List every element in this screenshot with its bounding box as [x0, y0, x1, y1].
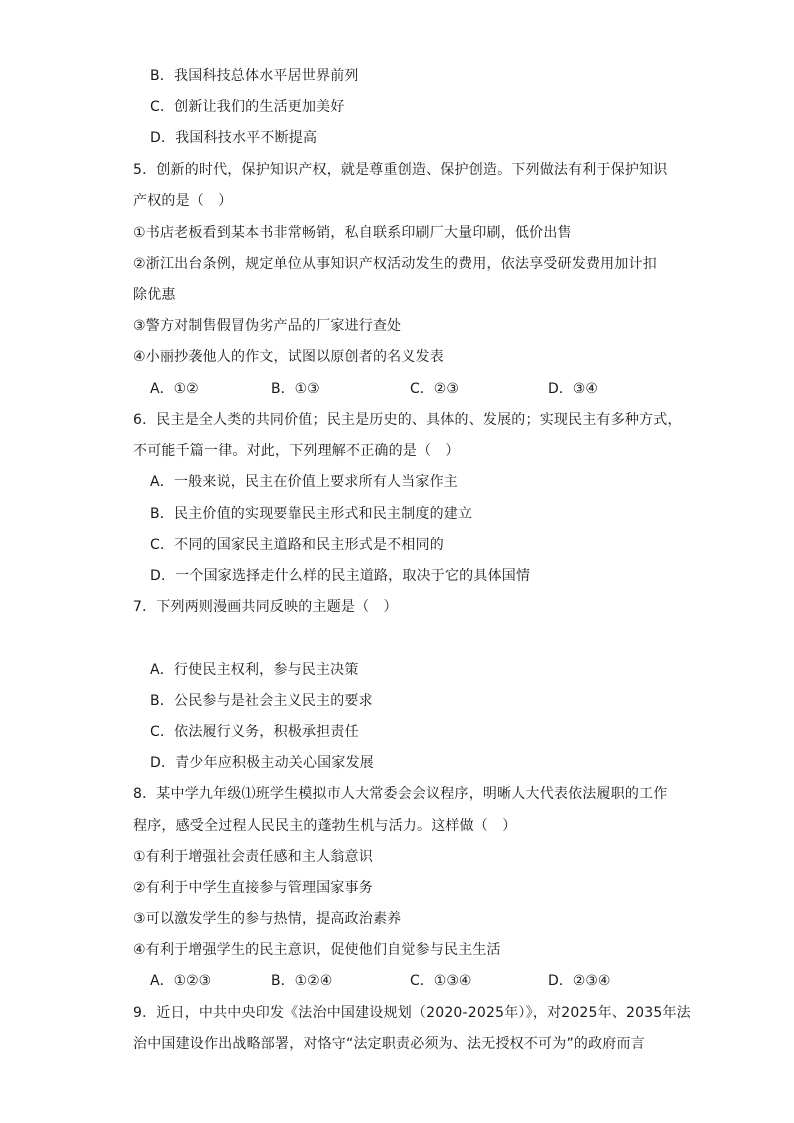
- q5-stem-line-1: 5．创新的时代，保护知识产权，就是尊重创造、保护创造。下列做法有利于保护知识: [133, 162, 668, 178]
- q8-option-a: A．①②③: [150, 973, 212, 989]
- q6-option-a: A．一般来说，民主在价值上要求所有人当家作主: [150, 474, 458, 490]
- q8-statement-4: ④有利于增强学生的民主意识，促使他们自觉参与民主生活: [133, 942, 501, 958]
- q8-statement-3: ③可以激发学生的参与热情，提高政治素养: [133, 911, 402, 927]
- q4-option-b: B．我国科技总体水平居世界前列: [150, 68, 359, 84]
- q5-statement-3: ③警方对制售假冒伪劣产品的厂家进行查处: [133, 318, 402, 334]
- q7-option-d: D．青少年应积极主动关心国家发展: [150, 755, 374, 771]
- q5-option-a: A．①②: [150, 381, 199, 397]
- q8-option-d: D．②③④: [548, 973, 611, 989]
- q6-option-b: B．民主价值的实现要靠民主形式和民主制度的建立: [150, 506, 473, 522]
- q8-stem-line-2: 程序，感受全过程人民民主的蓬勃生机与活力。这样做（ ）: [133, 818, 517, 834]
- q4-option-c: C．创新让我们的生活更加美好: [150, 99, 345, 115]
- q5-option-c: C．②③: [410, 381, 459, 397]
- q5-statement-2-line-2: 除优惠: [133, 287, 176, 303]
- q7-option-a: A．行使民主权利，参与民主决策: [150, 662, 359, 678]
- q9-stem-line-1: 9．近日，中共中央印发《法治中国建设规划（2020-2025年）》，对2025年、2035年法: [133, 1005, 691, 1021]
- q7-stem: 7．下列两则漫画共同反映的主题是（ ）: [133, 599, 398, 615]
- q6-option-d: D．一个国家选择走什么样的民主道路，取决于它的具体国情: [150, 568, 531, 584]
- q8-option-b: B．①②④: [271, 973, 333, 989]
- q6-stem-line-1: 6．民主是全人类的共同价值；民主是历史的、具体的、发展的；实现民主有多种方式，: [133, 412, 682, 428]
- q7-option-b: B．公民参与是社会主义民主的要求: [150, 693, 373, 709]
- q8-stem-line-1: 8．某中学九年级⑴班学生模拟市人大常委会会议程序，明晰人大代表依法履职的工作: [133, 786, 668, 802]
- q6-stem-line-2: 不可能千篇一律。对此，下列理解不正确的是（ ）: [133, 443, 460, 459]
- q4-option-d: D．我国科技水平不断提高: [150, 130, 318, 146]
- q5-stem-line-2: 产权的是（ ）: [133, 193, 233, 209]
- q8-option-c: C．①③④: [410, 973, 472, 989]
- q9-stem-line-2: 治中国建设作出战略部署，对恪守“法定职责必须为、法无授权不可为”的政府而言: [133, 1036, 645, 1052]
- q8-statement-2: ②有利于中学生直接参与管理国家事务: [133, 880, 373, 896]
- q5-statement-2-line-1: ②浙江出台条例，规定单位从事知识产权活动发生的费用，依法享受研发费用加计扣: [133, 256, 657, 272]
- q7-option-c: C．依法履行义务，积极承担责任: [150, 724, 359, 740]
- q5-statement-1: ①书店老板看到某本书非常畅销，私自联系印刷厂大量印刷，低价出售: [133, 225, 572, 241]
- q5-option-d: D．③④: [548, 381, 598, 397]
- q5-option-b: B．①③: [271, 381, 320, 397]
- q6-option-c: C．不同的国家民主道路和民主形式是不相同的: [150, 537, 444, 553]
- q5-statement-4: ④小丽抄袭他人的作文，试图以原创者的名义发表: [133, 349, 444, 365]
- q8-statement-1: ①有利于增强社会责任感和主人翁意识: [133, 849, 373, 865]
